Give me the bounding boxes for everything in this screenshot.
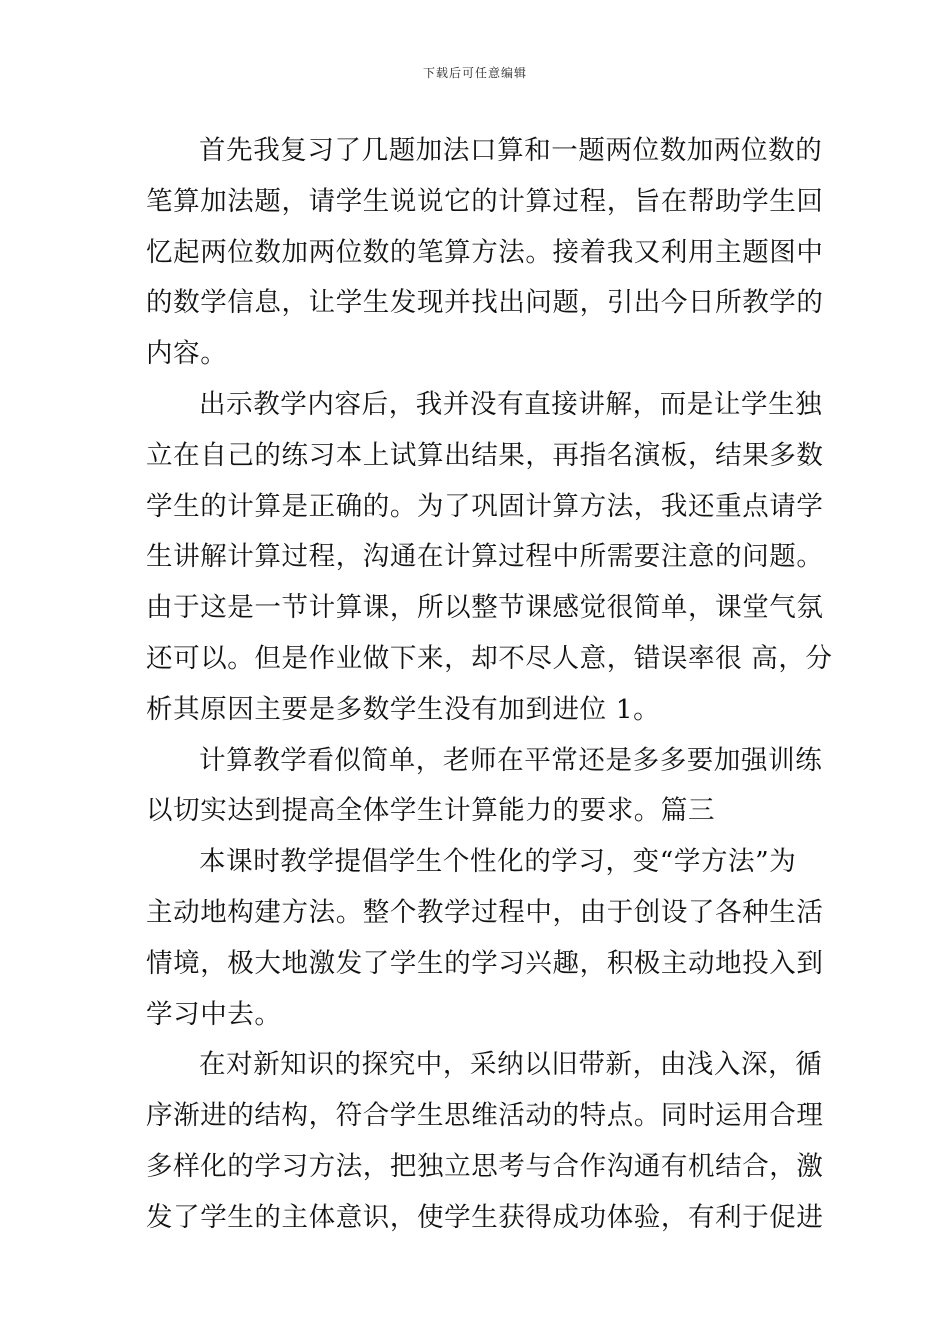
text-line: 学生的计算是正确的。为了巩固计算方法，我还重点请学	[146, 490, 824, 522]
text-line: 析其原因主要是多数学生没有加到进位 1。	[146, 693, 661, 725]
text-line: 出示教学内容后，我并没有直接讲解，而是让学生独	[199, 388, 823, 420]
text-line: 发了学生的主体意识，使学生获得成功体验，有利于促进	[146, 1201, 824, 1233]
text-line: 生讲解计算过程，沟通在计算过程中所需要注意的问题。	[146, 541, 824, 573]
text-line: 计算教学看似简单，老师在平常还是多多要加强训练	[199, 744, 823, 776]
text-line: 还可以。但是作业做下来，却不尽人意，错误率很 高，分	[146, 642, 833, 674]
text-line: 在对新知识的探究中，采纳以旧带新，由浅入深，循	[199, 1049, 823, 1081]
text-line: 立在自己的练习本上试算出结果，再指名演板，结果多数	[146, 439, 824, 471]
text-line: 序渐进的结构，符合学生思维活动的特点。同时运用合理	[146, 1100, 824, 1132]
text-line: 以切实达到提高全体学生计算能力的要求。篇三	[146, 795, 716, 827]
text-line: 由于这是一节计算课，所以整节课感觉很简单，课堂气氛	[146, 592, 824, 624]
document-body	[146, 126, 833, 1244]
text-line: 的数学信息，让学生发现并找出问题，引出今日所教学的	[146, 287, 824, 319]
text-line: 情境，极大地激发了学生的学习兴趣，积极主动地投入到	[146, 947, 824, 979]
text-line: 多样化的学习方法，把独立思考与合作沟通有机结合，激	[146, 1150, 824, 1182]
text-line: 学习中去。	[146, 998, 282, 1030]
page-header: 下载后可任意编辑	[422, 66, 527, 80]
text-line: 笔算加法题，请学生说说它的计算过程，旨在帮助学生回	[146, 185, 824, 217]
text-line: 内容。	[146, 338, 228, 370]
text-line: 首先我复习了几题加法口算和一题两位数加两位数的	[199, 135, 823, 166]
text-line: 本课时教学提倡学生个性化的学习，变“学方法”为	[199, 846, 797, 878]
text-line: 忆起两位数加两位数的笔算方法。接着我又利用主题图中	[146, 236, 824, 268]
text-line: 主动地构建方法。整个教学过程中，由于创设了各种生活	[146, 896, 824, 928]
